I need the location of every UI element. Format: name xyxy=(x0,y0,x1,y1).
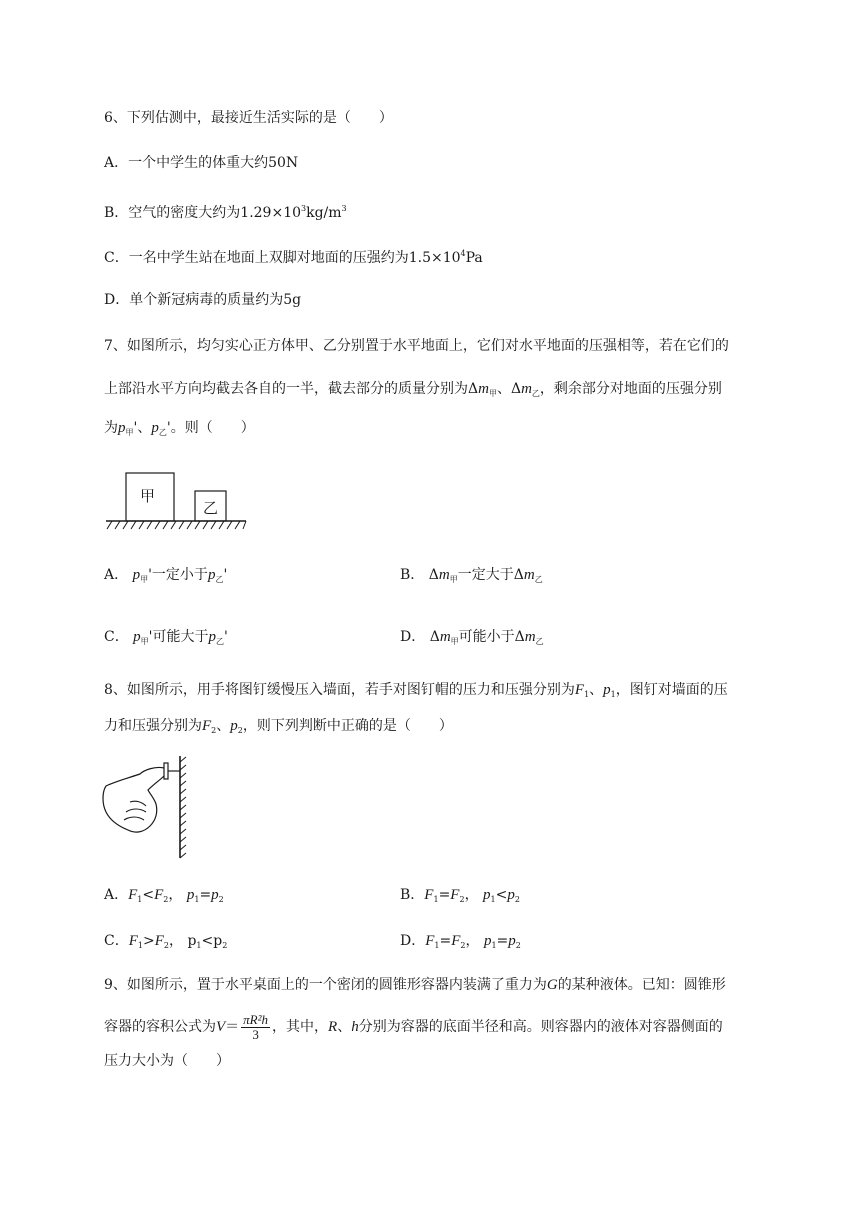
q9-stem-line3: 压力大小为（ ） xyxy=(104,1053,230,1069)
q8-option-d: D．$F_1=F_2$， $p_1=p_2$ xyxy=(400,933,521,950)
q7-option-b: B． $\Delta m_甲$一定大于$\Delta m_乙$ xyxy=(400,567,543,584)
q6-option-d: D．单个新冠病毒的质量约为5g xyxy=(104,292,302,308)
q8-figure-hand-pushing-thumbtack xyxy=(100,754,190,860)
q7-stem-line1: 7、如图所示，均匀实心正方体甲、乙分别置于水平地面上，它们对水平地面的压强相等，若在它们的 xyxy=(104,338,729,354)
q8-stem-line1: 8、如图所示，用手将图钉缓慢压入墙面，若手对图钉帽的压力和压强分别为$F_1$、$p_1$，图钉对墙面的压 xyxy=(104,682,728,699)
ground-hatch xyxy=(107,521,246,529)
q7-stem-line3: 为$p_甲'$、$p_乙'$。则（ ） xyxy=(104,420,255,437)
q8-option-c: C．$F_1>F_2$， $p_1<p_2$ xyxy=(104,933,228,950)
q7-option-a: A． $p_甲'$一定小于$p_乙'$ xyxy=(104,567,228,584)
q7-option-d: D． $\Delta m_甲$可能小于$\Delta m_乙$ xyxy=(400,629,544,646)
q6-option-a: A．一个中学生的体重大约50N xyxy=(104,155,299,171)
volume-formula-fraction: $\frac{\text{πR²h}}{3}$ xyxy=(243,1011,269,1042)
q8-option-b: B．$F_1=F_2$， $p_1<p_2$ xyxy=(400,887,520,904)
q6-option-c: C．一名中学生站在地面上双脚对地面的压强约为$1.5\times 10^4Pa$ xyxy=(104,249,483,266)
cube-yi-label: 乙 xyxy=(203,499,219,517)
q8-option-a: A．$F_1<F_2$， $p_1=p_2$ xyxy=(104,887,224,904)
q7-stem-line2: 上部沿水平方向均截去各自的一半，截去部分的质量分别为$\Delta m_甲$、$\Delta m_乙$，剩余部分对地面的压强分别 xyxy=(104,381,722,398)
q9-stem-line2: 容器的容积公式为V＝ $\frac{\text{πR²h}}{3}$ ，其中，R、h分别为容器的底面半径和高。则容器内的液体对容器侧面的 xyxy=(104,1011,723,1042)
cube-jia-label: 甲 xyxy=(140,487,156,505)
q6-stem: 6、下列估测中，最接近生活实际的是（ ） xyxy=(104,110,393,126)
q7-option-c: C． $p_甲'$可能大于$p_乙'$ xyxy=(104,629,228,646)
q7-figure-cubes xyxy=(104,470,249,530)
wall-hatch xyxy=(180,757,186,858)
q6-option-b: B．空气的密度大约为$1.29\times 10^3kg/m^3$ xyxy=(104,204,347,221)
q9-stem-line1: 9、如图所示，置于水平桌面上的一个密闭的圆锥形容器内装满了重力为G的某种液体。已知：圆锥形 xyxy=(104,977,726,993)
q8-stem-line2: 力和压强分别为$F_2$、$p_2$，则下列判断中正确的是（ ） xyxy=(104,718,453,735)
